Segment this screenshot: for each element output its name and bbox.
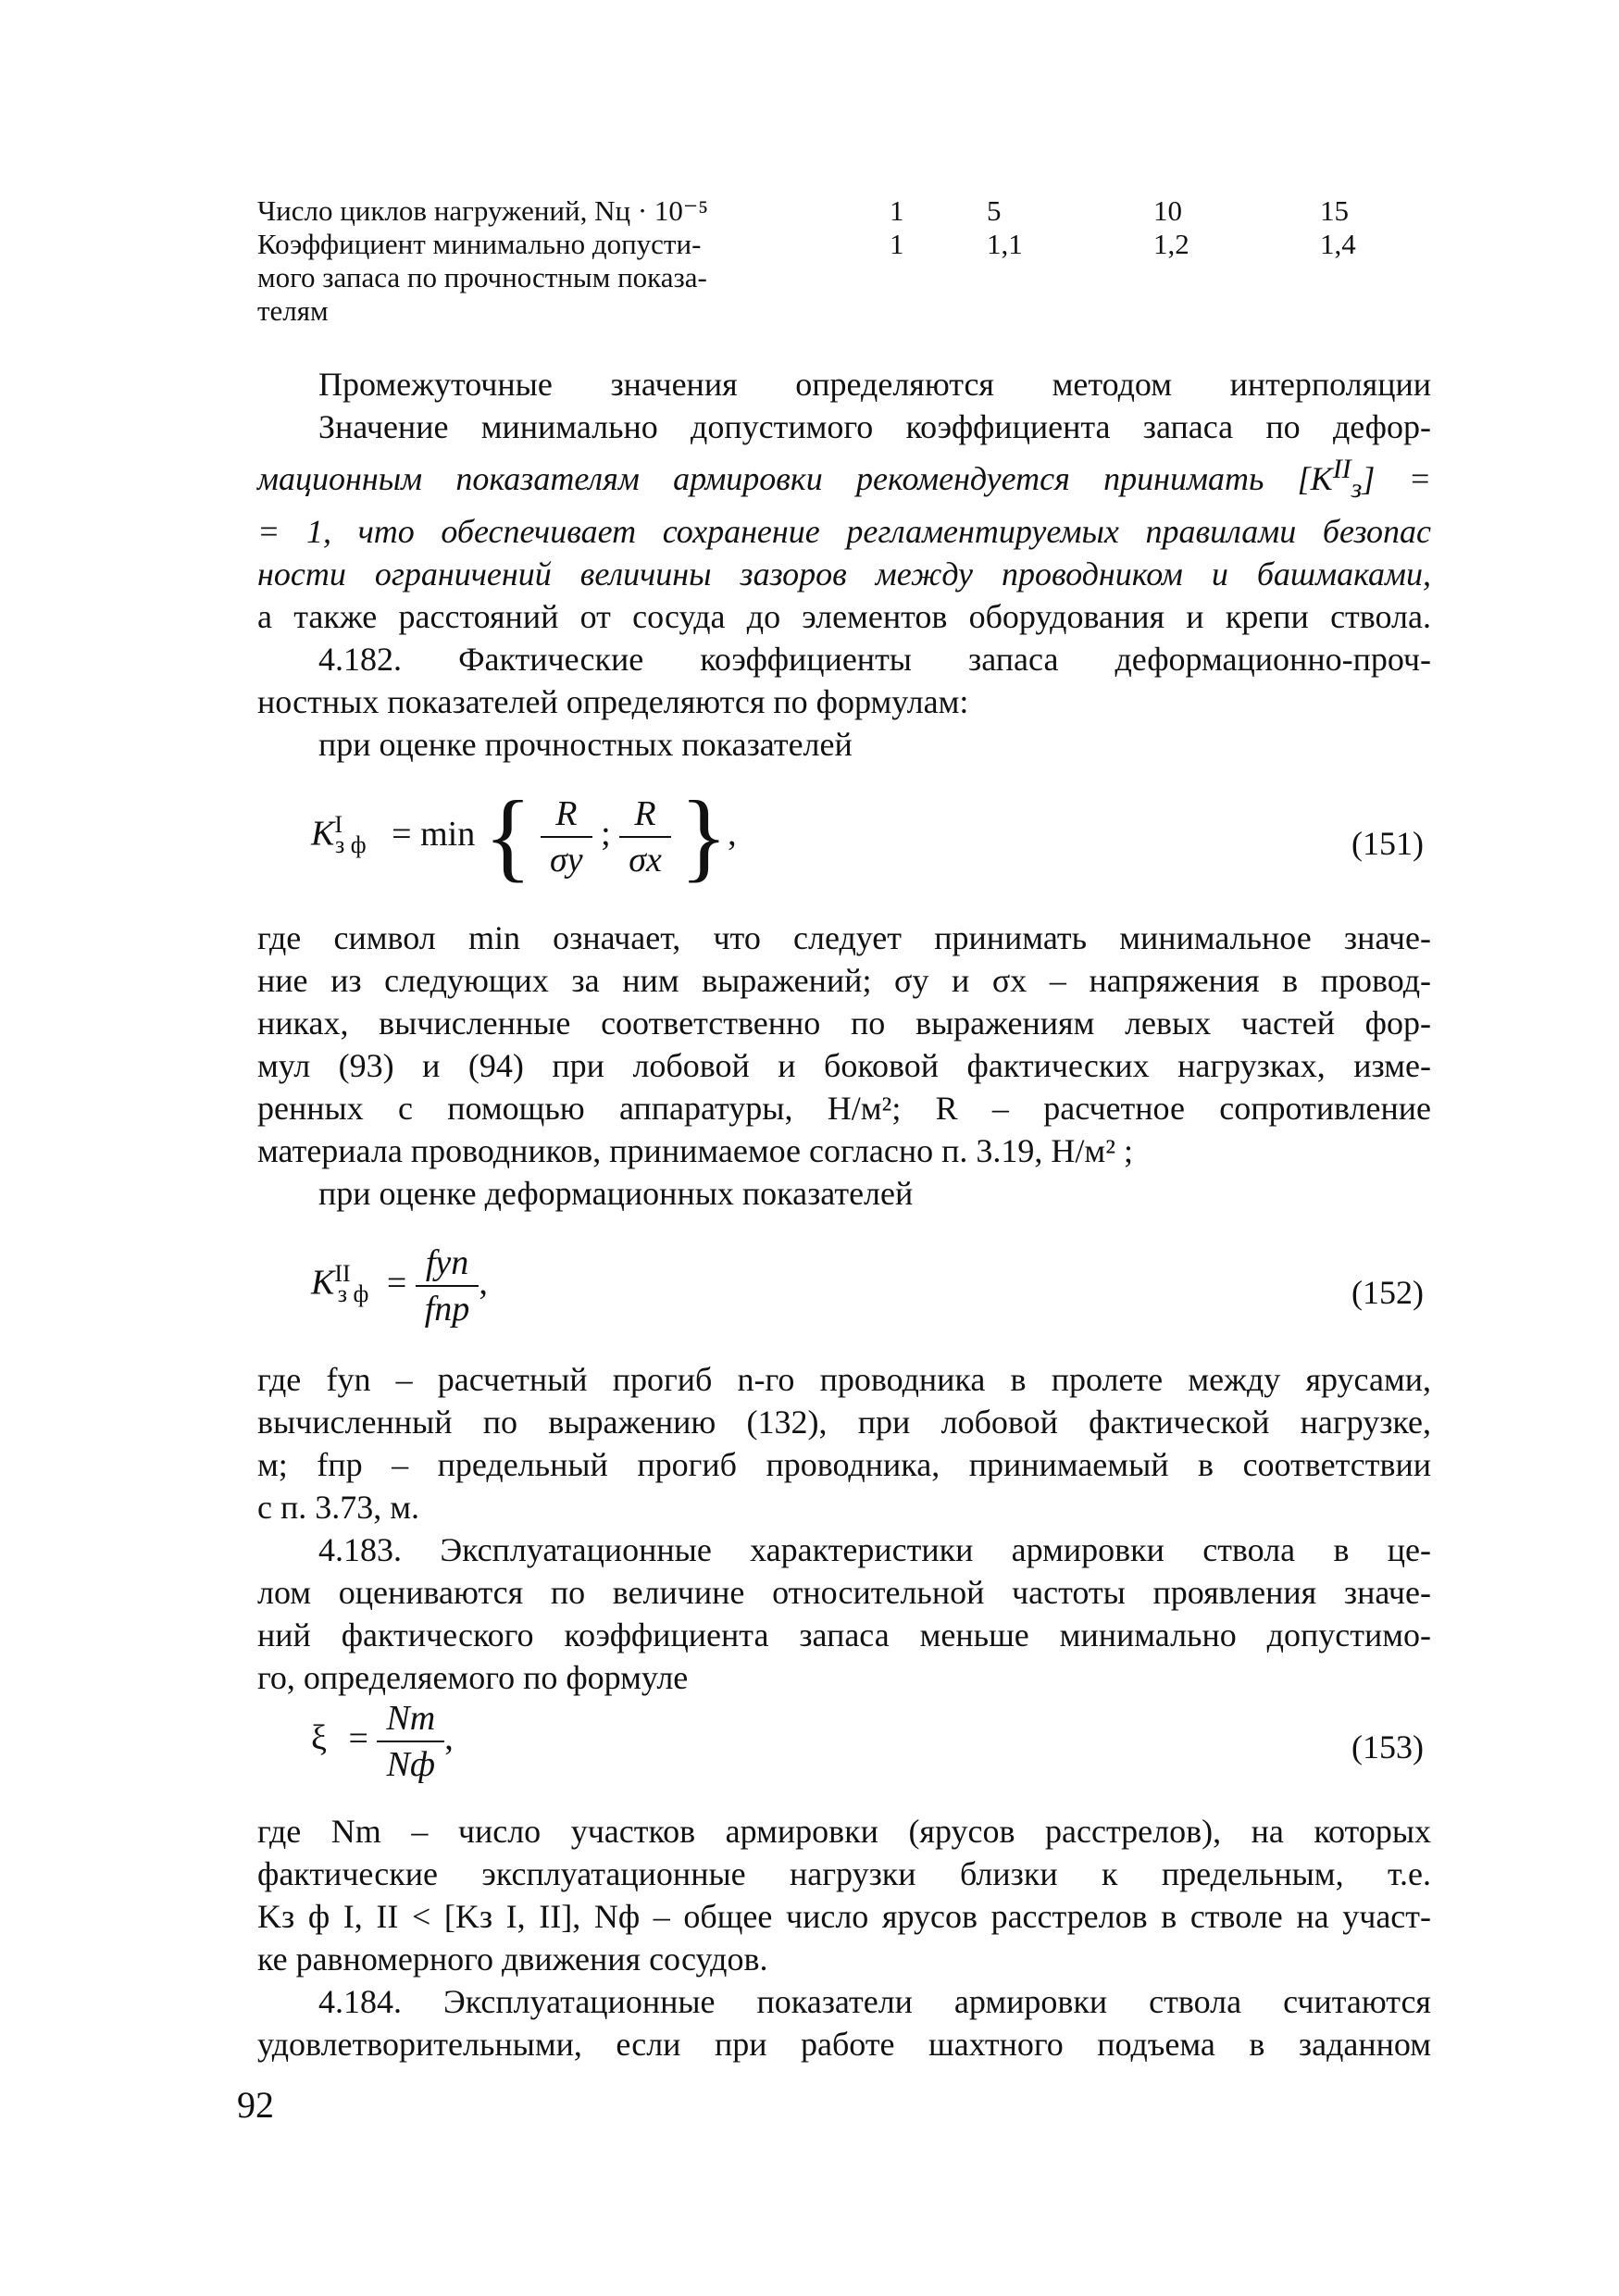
left-brace: { [483, 781, 532, 892]
text-line: м; fпр – предельный прогиб проводника, принимаемый в соответствии [257, 1446, 1431, 1483]
text-line: ренных с помощью аппаратуры, Н/м²; R – расчетное сопротивление [257, 1090, 1431, 1127]
row-label: Коэффициент минимально допусти- [257, 228, 702, 260]
text-line: мул (93) и (94) при лобовой и боковой фактических нагрузках, изме- [257, 1047, 1431, 1084]
text-line: материала проводников, принимаемое согласно п. 3.19, Н/м² ; [257, 1132, 1133, 1169]
text-line: при оценке прочностных показателей [318, 726, 853, 764]
right-brace: } [679, 781, 729, 892]
formula-151: $K^I_{з ф} = \min$ { $\frac{R}{\sigma y}$ ; $\frac{R}{\sigma x}$ }, [311, 781, 737, 892]
table-row [257, 261, 1368, 294]
table-row [257, 228, 1368, 261]
page-number: 92 [237, 2084, 274, 2126]
fraction: $\frac{R}{\sigma x}$ [619, 792, 671, 882]
text-line: Значение минимально допустимого коэффициента запаса по дефор- [318, 408, 1431, 445]
table-cell: 15 [1320, 194, 1349, 227]
formula-number: (153) [1351, 1728, 1424, 1766]
text-line: где fyn – расчетный прогиб n-го проводника в пролете между ярусами, [257, 1361, 1431, 1398]
text-block-min-definition [257, 917, 1431, 1215]
text-line: 4.183. Эксплуатационные характеристики армировки ствола в це- [318, 1531, 1431, 1568]
text-line: 4.184. Эксплуатационные показатели армировки ствола считаются [318, 1983, 1431, 2020]
text-line: Kз ф I, II < [Kз I, II], Nф – общее число ярусов расстрелов в стволе на участ- [257, 1898, 1431, 1935]
text-block-intro [257, 363, 1431, 766]
table-row [257, 194, 1368, 228]
text-line: никах, вычисленные соответственно по выражениям левых частей фор- [257, 1004, 1431, 1042]
text-line: где символ min означает, что следует принимать минимальное значе- [257, 919, 1431, 956]
text-line: ние из следующих за ним выражений; σy и σx – напряжения в провод- [257, 962, 1431, 999]
text-line: удовлетворительными, если при работе шахтного подъема в заданном [257, 2026, 1431, 2063]
formula-153: ξ = $\frac{Nm}{Nф}$ , [311, 1696, 454, 1787]
table-cell: 1,2 [1153, 228, 1189, 260]
fraction: $\frac{Nm}{Nф}$ [377, 1696, 444, 1787]
cycles-table [257, 194, 1368, 328]
text-line: го, определяемого по формуле [257, 1659, 689, 1696]
text-line: с п. 3.73, м. [257, 1489, 420, 1526]
table-cell: 10 [1153, 194, 1182, 227]
formula-number: (152) [1351, 1274, 1424, 1311]
row-label: Число циклов нагружений, Nц · 10⁻⁵ [257, 194, 709, 227]
text-line: при оценке деформационных показателей [318, 1175, 914, 1212]
text-line: фактические эксплуатационные нагрузки близки к предельным, т.е. [257, 1855, 1431, 1892]
fraction: $\frac{\text{fyn}}{\text{fпр}}$ [416, 1241, 479, 1331]
text-line: ностных показателей определяются по формулам: [257, 683, 969, 721]
text-line: ний фактического коэффициента запаса меньше минимально допустимо- [257, 1616, 1431, 1653]
text-line: ке равномерного движения сосудов. [257, 1940, 768, 1978]
text-block-frequency [257, 1810, 1431, 2065]
text-line: а также расстояний от сосуда до элементов оборудования и крепи ствола. [257, 598, 1431, 636]
text-line: мационным показателям армировки рекомендуется принимать $[K^{II}_з]$ = [257, 454, 1431, 505]
table-cell: 1,1 [987, 228, 1023, 260]
text-line: = 1, что обеспечивает сохранение регламентируемых правилами безопас [257, 513, 1431, 551]
text-line: ности ограничений величины зазоров между проводником и башмаками, [257, 555, 1431, 593]
text-line: 4.182. Фактические коэффициенты запаса деформационно-проч- [318, 641, 1431, 679]
fraction: $\frac{R}{\sigma y}$ [541, 792, 592, 882]
text-line: где Nm – число участков армировки (ярусов расстрелов), на которых [257, 1813, 1431, 1850]
text-line: лом оцениваются по величине относительной частоты проявления значе- [257, 1574, 1431, 1611]
table-cell: 1,4 [1320, 228, 1356, 260]
paragraph: Промежуточные значения определяются методом интерполяции [318, 366, 1431, 403]
formula-152: $K^{II}_{з ф}$ = $\frac{\text{fyn}}{\text{fпр}}$ , [311, 1241, 488, 1331]
text-line: вычисленный по выражению (132), при лобовой фактической нагрузке, [257, 1404, 1431, 1441]
row-label-continuation: телям [257, 294, 329, 327]
table-cell: 1 [890, 194, 904, 227]
text-block-deflection [257, 1358, 1431, 1699]
row-label-continuation: мого запаса по прочностным показа- [257, 261, 707, 293]
formula-number: (151) [1351, 825, 1424, 862]
table-cell: 1 [890, 228, 904, 260]
table-row [257, 294, 1368, 328]
table-cell: 5 [987, 194, 1002, 227]
